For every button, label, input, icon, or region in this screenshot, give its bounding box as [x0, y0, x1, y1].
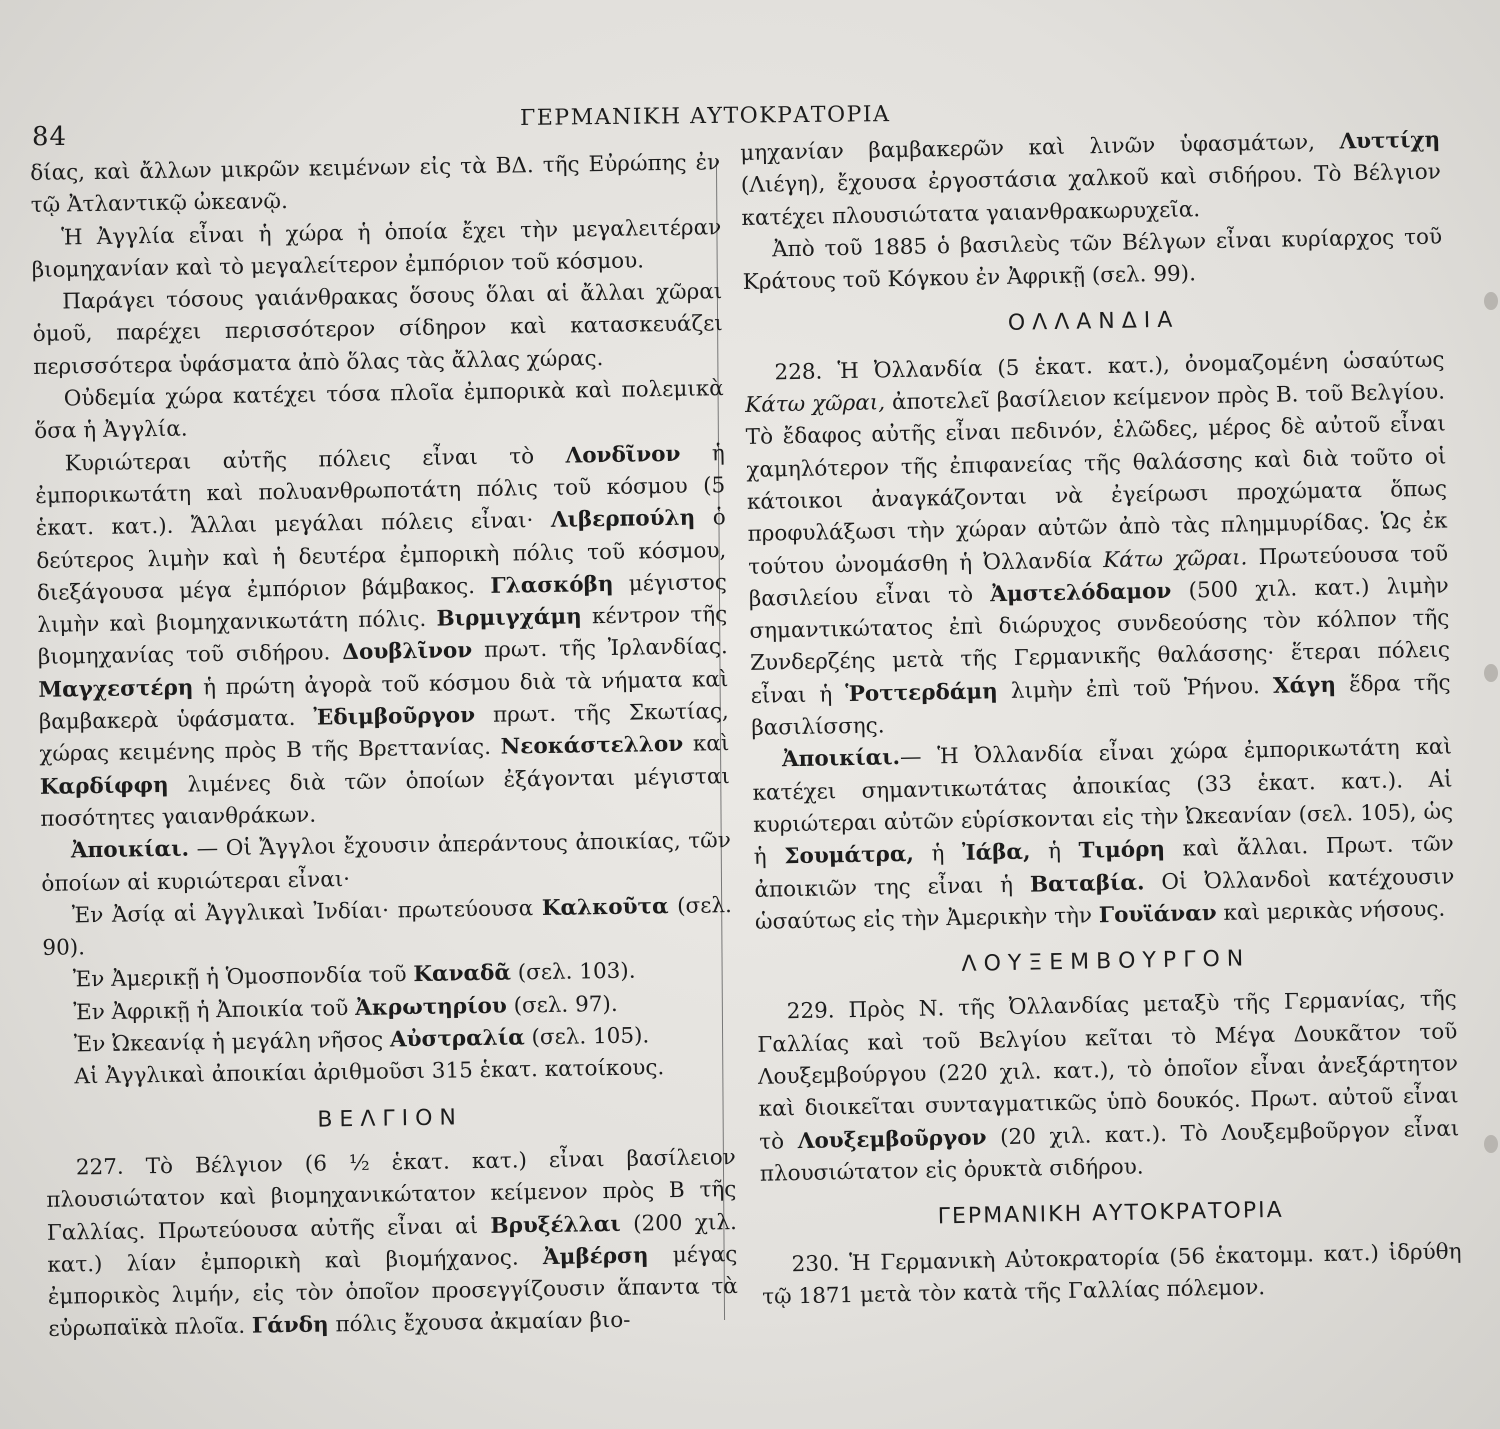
- place-name: Νεοκάστελλον: [500, 732, 684, 761]
- section-heading-germany: ΓΕΡΜΑΝΙΚΗ ΑΥΤΟΚΡΑΤΟΡΙΑ: [937, 1197, 1284, 1230]
- paragraph: Αἱ Ἀγγλικαὶ ἀποικίαι ἀριθμοῦσι 315 ἑκατ. κατοίκους.: [74, 1055, 665, 1090]
- italic-term: Κάτω χῶραι.: [1102, 544, 1248, 573]
- place-name: Γάνδη: [251, 1312, 329, 1340]
- page-number: 84: [32, 122, 68, 152]
- paragraph-colonies-netherlands: Ἀποικίαι.— Ἡ Ὀλλανδία εἶναι χώρα ἐμπορικωτάτη καὶ κατέχει σημαντικωτάτας ἀποικίας (33 ἑκατ. κατ.). Αἱ κυριώτεραι αὐτῶν εὑρίσκονται εἰς τὴν Ὠκεανίαν (σελ. 105), ὡς ἡ Σουμάτρα, ἡ Ἰάβα, ἡ Τιμόρη καὶ ἄλλαι. Πρωτ. τῶν ἀποικιῶν της εἶναι ἡ Βαταβία. Οἱ Ὀλλανδοὶ κατέχουσιν ὡσαύτως εἰς τὴν Ἀμερικὴν τὴν Γουϊάναν καὶ μερικὰς νήσους.: [752, 734, 1455, 935]
- place-name: Βιρμιγχάμη: [436, 604, 582, 632]
- section-heading-luxembourg: ΛΟΥΞΕΜΒΟΥΡΓΟΝ: [961, 946, 1251, 978]
- subheading: Ἀποικίαι.: [70, 836, 190, 864]
- place-name: Βαταβία.: [1029, 869, 1145, 898]
- paragraph: Ἐν Ἀφρικῇ ἡ Ἀποικία τοῦ Ἀκρωτηρίου (σελ. 97).: [73, 991, 618, 1026]
- section-heading-belgium: ΒΕΛΓΙΟΝ: [317, 1104, 464, 1133]
- paragraph-luxembourg: 229. Πρὸς Ν. τῆς Ὀλλανδίας μεταξὺ τῆς Γερμανίας, τῆς Γαλλίας καὶ τοῦ Βελγίου κεῖται τὸ Μέγα Δουκᾶτον τοῦ Λουξεμβούργου (220 χιλ. κατ.), τὸ ὁποῖον εἶναι ἀνεξάρτητον καὶ διοικεῖται συνταγματικῶς ὑπὸ δουκός. Πρωτ. αὐτοῦ εἶναι τὸ Λουξεμβοῦργον (20 χιλ. κατ.). Τὸ Λουξεμβοῦργον εἶναι πλουσιώτατον εἰς ὀρυκτὰ σιδήρου.: [757, 986, 1460, 1187]
- paragraph-netherlands: 228. Ἡ Ὀλλανδία (5 ἑκατ. κατ.), ὀνομαζομένη ὡσαύτως Κάτω χῶραι, ἀποτελεῖ βασίλειον κείμενον πρὸς Β. τοῦ Βελγίου. Τὸ ἔδαφος αὐτῆς εἶναι πεδινόν, ἑλῶδες, μέρος δὲ αὐτοῦ εἶναι χαμηλότερον τῆς ἐπιφανείας τῆς θαλάσσης καὶ διὰ τοῦτο οἱ κάτοικοι ἀναγκάζονται νὰ ἐγείρωσι προχώματα ὅπως προφυλάξωσι τὴν χώραν αὐτῶν ἀπὸ τὰς πλημμυρίδας. Ὡς ἐκ τούτου ὠνομάσθη ἡ Ὀλλανδία Κάτω χῶραι. Πρωτεύουσα τοῦ βασιλείου εἶναι τὸ Ἀμστελόδαμον (500 χιλ. κατ.) λιμὴν σημαντικώτατος ἐπὶ διώρυχος συνδεούσης τὸν κόλπον τῆς Ζυνδερζέης μετὰ τῆς Γερμανικῆς θαλάσσης· ἕτεραι πόλεις εἶναι ἡ Ῥοττερδάμη λιμὴν ἐπὶ τοῦ Ῥήνου. Χάγη ἕδρα τῆς βασιλίσσης.: [744, 347, 1451, 741]
- italic-term: Κάτω χῶραι,: [744, 390, 886, 419]
- place-name: Τιμόρη: [1078, 837, 1166, 864]
- right-column: [740, 125, 1462, 1314]
- place-name: Ἀμστελόδαμον: [990, 578, 1172, 608]
- place-name: Βρυξέλλαι: [490, 1211, 621, 1239]
- place-name: Ἀμβέρση: [542, 1243, 649, 1270]
- page-stain: [1484, 1135, 1498, 1153]
- place-name: Δουβλῖνον: [342, 638, 473, 666]
- paragraph: δίας, καὶ ἄλλων μικρῶν κειμένων εἰς τὰ ΒΔ. τῆς Εὐρώπης ἐν τῷ Ἀτλαντικῷ ὠκεανῷ.: [30, 150, 721, 219]
- paragraph: Παράγει τόσους γαιάνθρακας ὅσους ὅλαι αἱ ἄλλαι χῶραι ὁμοῦ, παρέχει περισσότερον σίδηρον καὶ κατασκευάζει περισσότερα ὑφάσματα ἀπὸ ὅλας τὰς ἄλλας χώρας.: [32, 279, 723, 380]
- place-name: Ἐδιμβοῦργον: [313, 703, 476, 731]
- place-name: Λουξεμβοῦργον: [797, 1125, 987, 1154]
- place-name: Γλασκόβη: [490, 571, 614, 599]
- paragraph: Ἀπὸ τοῦ 1885 ὁ βασιλεὺς τῶν Βέλγων εἶναι κυρίαρχος τοῦ Κράτους τοῦ Κόγκου ἐν Ἀφρικῇ (σελ. 99).: [742, 224, 1443, 296]
- paragraph-germany: 230. Ἡ Γερμανικὴ Αὐτοκρατορία (56 ἑκατομμ. κατ.) ἱδρύθη τῷ 1871 μετὰ τὸν κατὰ τῆς Γαλλίας πόλεμον.: [762, 1238, 1462, 1310]
- place-name: Καρδίφφη: [39, 772, 169, 800]
- place-name: Ἀκρωτηρίου: [354, 993, 507, 1021]
- page-stain: [1484, 292, 1498, 310]
- place-name: Ῥοττερδάμη: [845, 678, 999, 707]
- place-name: Μαγχεστέρη: [38, 675, 194, 703]
- paragraph-cities-england: Κυριώτεραι αὐτῆς πόλεις εἶναι τὸ Λονδῖνον ἡ ἐμπορικωτάτη καὶ πολυανθρωποτάτη πόλις τοῦ κόσμου (5 ἑκατ. κατ.). Ἄλλαι μεγάλαι πόλεις εἶναι· Λιβερπούλη ὁ δεύτερος λιμὴν καὶ ἡ δευτέρα ἐμπορικὴ πόλις τοῦ κόσμου, διεξάγουσα μέγα ἐμπόριον βάμβακος. Γλασκόβη μέγιστος λιμὴν καὶ βιομηχανικωτάτη πόλις. Βιρμιγχάμη κέντρον τῆς βιομηχανίας τοῦ σιδήρου. Δουβλῖνον πρωτ. τῆς Ἰρλανδίας. Μαγχεστέρη ἡ πρώτη ἀγορὰ τοῦ κόσμου διὰ τὰ νήματα καὶ βαμβακερὰ ὑφάσματα. Ἐδιμβοῦργον πρωτ. τῆς Σκωτίας, χώρας κειμένης πρὸς Β τῆς Βρεττανίας. Νεοκάστελλον καὶ Καρδίφφη λιμένες διὰ τῶν ὁποίων ἐξάγονται μέγισται ποσότητες γαιανθράκων.: [35, 440, 730, 832]
- paragraph: μηχανίαν βαμβακερῶν καὶ λινῶν ὑφασμάτων, Λυττίχη (Λιέγη), ἔχουσα ἐργοστάσια χαλκοῦ καὶ σιδήρου. Τὸ Βέλγιον κατέχει πλουσιώτατα γαιανθρακωρυχεῖα.: [740, 127, 1442, 231]
- place-name: Γουϊάναν: [1098, 900, 1217, 929]
- place-name: Λιβερπούλη: [550, 505, 696, 534]
- paragraph: Ἡ Ἀγγλία εἶναι ἡ χώρα ἡ ὁποία ἔχει τὴν μεγαλειτέραν βιομηχανίαν καὶ τὸ μεγαλείτερον ἐμπόριον τοῦ κόσμου.: [31, 214, 722, 283]
- paragraph-belgium: 227. Τὸ Βέλγιον (6 ½ ἑκατ. κατ.) εἶναι βασίλειον πλουσιώτατον καὶ βιομηχανικώτατον κείμενον πρὸς Β τῆς Γαλλίας. Πρωτεύουσα αὐτῆς εἶναι αἱ Βρυξέλλαι (200 χιλ. κατ.) λίαν ἐμπορικὴ καὶ βιομήχανος. Ἀμβέρση μέγας ἐμπορικὸς λιμήν, εἰς τὸν ὁποῖον προσεγγίζουσιν ἅπαντα τὰ εὐρωπαϊκὰ πλοῖα. Γάνδη πόλις ἔχουσα ἀκμαίαν βιο-: [46, 1144, 739, 1343]
- paragraph: Οὐδεμία χώρα κατέχει τόσα πλοῖα ἐμπορικὰ καὶ πολεμικὰ ὅσα ἡ Ἀγγλία.: [34, 376, 724, 445]
- paragraph: Ἐν Ἀσίᾳ αἱ Ἀγγλικαὶ Ἰνδίαι· πρωτεύουσα Καλκοῦτα (σελ. 90).: [42, 892, 733, 962]
- place-name: Αὐστραλία: [389, 1025, 525, 1053]
- subheading: Ἀποικίαι.: [781, 745, 901, 773]
- place-name: Σουμάτρα,: [784, 842, 915, 870]
- section-heading-netherlands: ΟΛΛΑΝΔΙΑ: [1007, 308, 1180, 337]
- left-column: [30, 147, 739, 1346]
- place-name: Καλκοῦτα: [541, 893, 669, 921]
- paragraph: Ἐν Ὠκεανίᾳ ἡ μεγάλη νῆσος Αὐστραλία (σελ. 105).: [73, 1023, 650, 1058]
- place-name: Καναδᾶ: [413, 960, 512, 988]
- place-name: Λονδῖνον: [565, 441, 681, 469]
- paragraph: Ἐν Ἀμερικῇ ἡ Ὁμοσπονδία τοῦ Καναδᾶ (σελ. 103).: [72, 959, 636, 993]
- page-stain: [1484, 664, 1498, 682]
- place-name: Χάγη: [1272, 672, 1337, 699]
- place-name: Ἰάβα,: [961, 839, 1031, 867]
- paragraph-colonies-england: Ἀποικίαι. — Οἱ Ἄγγλοι ἔχουσιν ἀπεράντους ἀποικίας, τῶν ὁποίων αἱ κυριώτεραι εἶναι·: [41, 828, 732, 897]
- place-name: Λυττίχη: [1339, 127, 1441, 155]
- running-title: ΓΕΡΜΑΝΙΚΗ ΑΥΤΟΚΡΑΤΟΡΙΑ: [519, 102, 891, 131]
